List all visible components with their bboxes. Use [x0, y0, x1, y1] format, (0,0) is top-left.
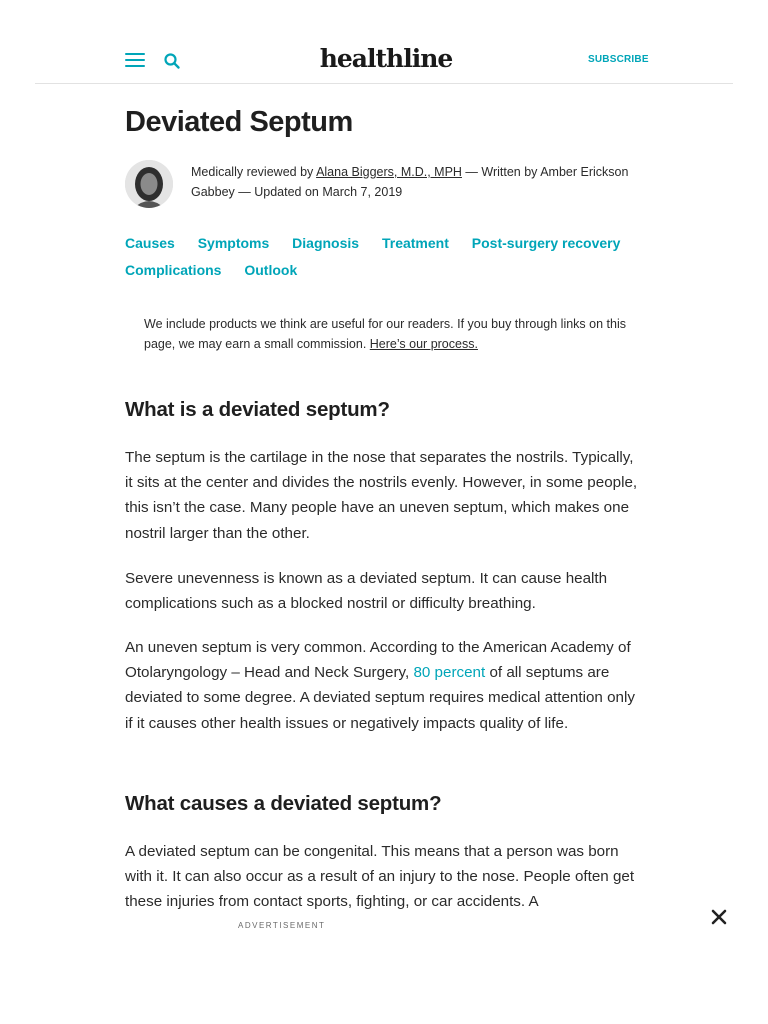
paragraph-common-septum — [125, 635, 645, 736]
eighty-percent-link[interactable]: 80 percent — [413, 664, 486, 682]
toc-link-diagnosis[interactable]: Diagnosis — [292, 235, 360, 251]
affiliate-disclaimer — [144, 314, 634, 354]
paragraph-severe-unevenness: Severe unevenness is known as a deviated septum. It can cause health complications such as a blocked nostril or difficulty breathing. — [125, 570, 608, 613]
page-title: Deviated Septum — [125, 106, 353, 138]
close-icon[interactable] — [708, 906, 730, 928]
toc-link-symptoms[interactable]: Symptoms — [197, 235, 270, 251]
our-process-link[interactable]: Here’s our process. — [369, 337, 478, 351]
table-of-contents — [125, 230, 645, 284]
section-heading-what-is: What is a deviated septum? — [125, 398, 390, 421]
header-divider — [35, 83, 733, 84]
toc-link-post-surgery-recovery[interactable]: Post-surgery recovery — [471, 235, 621, 251]
disclaimer-text: We include products we think are useful for our readers. If you buy through links on this page, we may earn a small commission. — [144, 317, 626, 351]
paragraph-causes: A deviated septum can be congenital. This means that a person was born with it. It can also occur as a result of an injury to the nose. People often get these injuries from contact sports, fighting, or car accidents. A — [125, 843, 635, 911]
reviewer-avatar — [125, 160, 173, 208]
written-by-text: — Written by Amber Erickson Gabbey — Updated on March 7, 2019 — [191, 165, 629, 199]
paragraph-septum-definition: The septum is the cartilage in the nose that separates the nostrils. Typically, it sits at the center and divides the nostrils evenly. However, in some people, this isn’t the case. Many people have an uneven septum, which makes one nostril larger than the other. — [125, 449, 638, 542]
site-logo[interactable]: healthline — [319, 44, 453, 73]
toc-link-treatment[interactable]: Treatment — [381, 235, 449, 251]
reviewer-link[interactable]: Alana Biggers, M.D., MPH — [316, 165, 462, 179]
hamburger-menu-icon[interactable] — [125, 53, 145, 69]
toc-link-outlook[interactable]: Outlook — [244, 262, 298, 278]
reviewed-by-prefix: Medically reviewed by — [191, 165, 317, 179]
section-heading-causes: What causes a deviated septum? — [125, 792, 442, 815]
article-byline — [191, 162, 651, 202]
site-header — [0, 0, 768, 84]
toc-link-complications[interactable]: Complications — [125, 262, 222, 278]
search-icon[interactable] — [163, 52, 181, 70]
advertisement-label: ADVERTISEMENT — [238, 921, 326, 930]
subscribe-link[interactable]: SUBSCRIBE — [588, 54, 649, 65]
toc-link-causes[interactable]: Causes — [125, 235, 175, 251]
paragraph-text-before-link: An uneven septum is very common. According to the American Academy of Otolaryngology – Head and Neck Surgery, — [125, 639, 631, 682]
paragraph-text-after-link: of all septums are deviated to some degree. A deviated septum requires medical attention only if it causes other health issues or negatively impacts quality of life. — [125, 664, 635, 732]
